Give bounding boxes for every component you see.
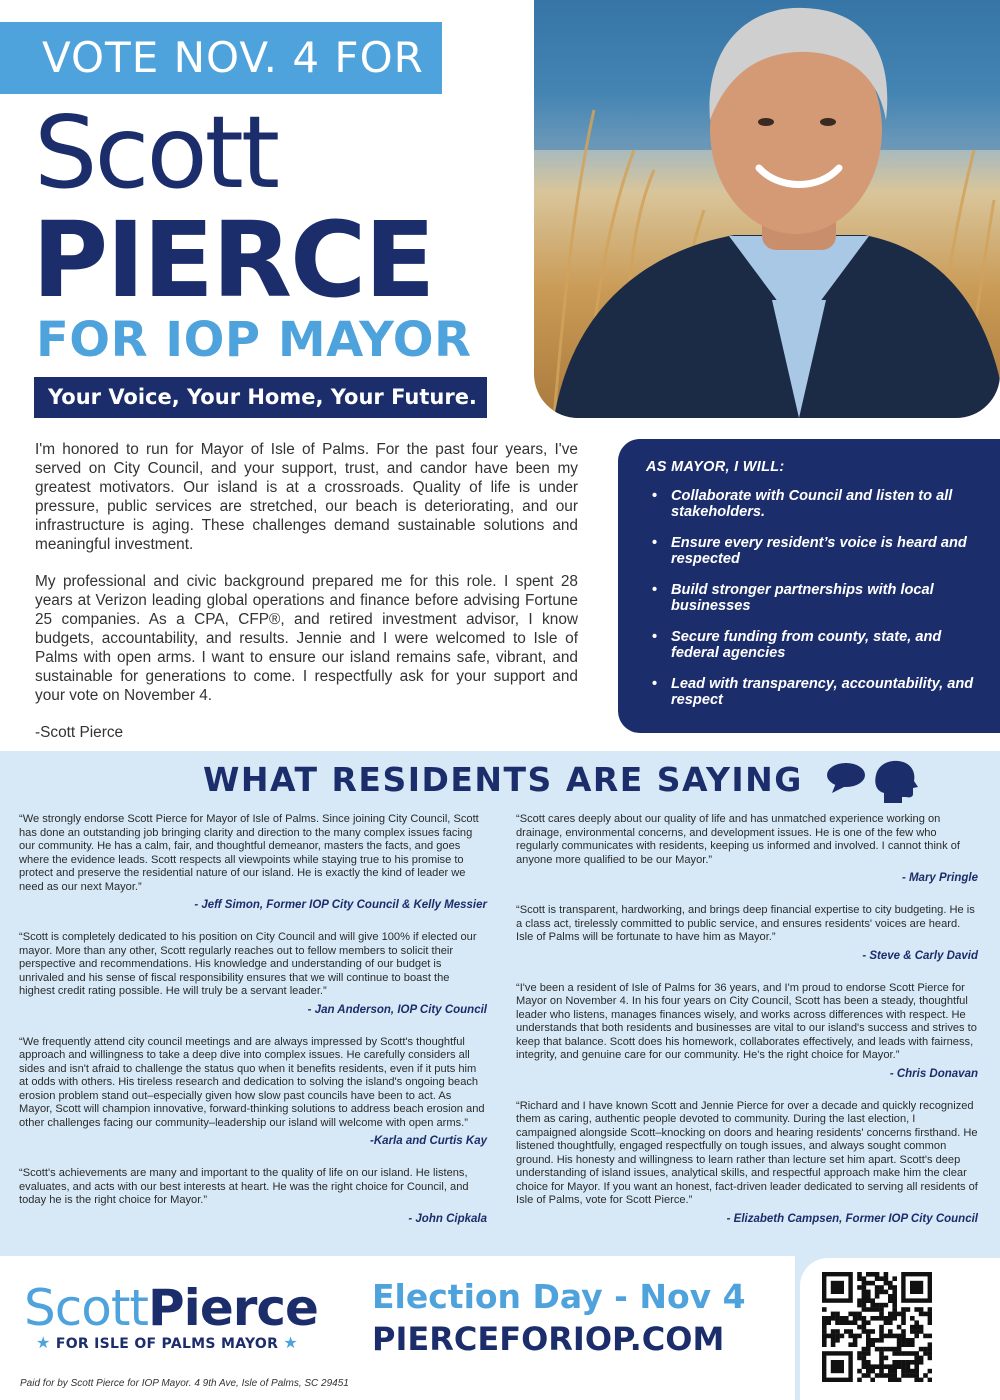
- testimonial-quote: “Scott is completely dedicated to his position on City Council and will give 100% if elected our mayor. More than any other, Scott regularly reaches out to fellow members to solicit their perspective and recommendations. His knowledge and understanding of our budget is unrivaled and his sense of fiscal responsibility ensures that we will continue to boast the highest credit rating possible. He will truly be a servant leader.”: [19, 931, 477, 997]
- letter-paragraph-2: My professional and civic background prepared me for this role. I spent 28 years at Verizon leading global operations and finance before advising Fortune 25 companies. As a CPA, CFP®, and retired investment advisor, I know budgets, accountability, and results. Jennie and I were welcomed to Isle of Palms with open arms. I want to ensure our island remains safe, vibrant, and sustainable for generations to come. I respectfully ask for your support and your vote on November 4.: [35, 573, 578, 704]
- testimonial-attribution: - Chris Donavan: [889, 1067, 978, 1080]
- pledges-list: [646, 488, 978, 708]
- mayor-pledges-box: [618, 439, 1000, 733]
- testimonial: [19, 813, 487, 911]
- pledges-heading: AS MAYOR, I WILL:: [646, 459, 785, 475]
- star-icon: ★: [36, 1333, 51, 1352]
- candidate-first-name: Scott: [34, 94, 278, 211]
- testimonial: [516, 1100, 978, 1225]
- election-day-text: Election Day - Nov 4: [372, 1277, 746, 1316]
- pledge-item: • Lead with transparency, accountability, and respect: [646, 676, 978, 708]
- letter-signature: -Scott Pierce: [35, 724, 124, 741]
- testimonials-left-column: [19, 813, 487, 1245]
- testimonial-attribution: - Jan Anderson, IOP City Council: [307, 1003, 487, 1016]
- testimonials-right-column: [516, 813, 978, 1245]
- footer-logo-last: Pierce: [148, 1279, 318, 1337]
- pledge-item: • Secure funding from county, state, and federal agencies: [646, 629, 978, 661]
- website-link[interactable]: PIERCEFORIOP.COM: [372, 1320, 725, 1358]
- testimonial: [516, 982, 978, 1080]
- testimonial-quote: “Scott cares deeply about our quality of life and has unmatched experience working on drainage, environmental concerns, and development issues. He is one of the few who regularly communicates with residents, keeping us informed and involved. I cannot think of anyone more qualified to be our Mayor.”: [516, 813, 960, 866]
- candidate-portrait-illustration: [534, 0, 1000, 418]
- testimonials-section: [0, 751, 1000, 1256]
- testimonial-quote: “I've been a resident of Isle of Palms for 36 years, and I'm proud to endorse Scott Pierce for Mayor on November 4. In his four years on City Council, Scott has been a steady, thoughtful leader who listens, manages finances wisely, and works across differences with respect. He understands that both residents and businesses are vital to our island's success and strives to keep that balance. Scott does his homework, collaborates effectively, and leads with fairness, integrity, and genuine care for our community. He's the right choice for Mayor.”: [516, 981, 977, 1061]
- intro-letter: [35, 440, 578, 760]
- testimonial: [19, 1036, 487, 1148]
- star-icon: ★: [283, 1333, 299, 1352]
- paid-for-disclaimer: Paid for by Scott Pierce for IOP Mayor. 4 9th Ave, Isle of Palms, SC 29451: [20, 1378, 349, 1389]
- footer-logo-subtitle: [36, 1333, 298, 1352]
- footer-logo-subtitle-text: FOR ISLE OF PALMS MAYOR: [55, 1336, 279, 1352]
- testimonial-quote: “Scott's achievements are many and important to the quality of life on our island. He listens, evaluates, and acts with our best interests at heart. He was the right choice for Council, and today he is the right choice for Mayor.”: [19, 1167, 469, 1206]
- testimonials-heading: WHAT RESIDENTS ARE SAYING: [203, 760, 803, 799]
- testimonial-quote: “We strongly endorse Scott Pierce for Mayor of Isle of Palms. Since joining City Council, Scott has done an outstanding job bringing clarity and direction to the many complex issues facing our community. He has a calm, fair, and thoughtful demeanor, masters the facts, and goes where the evidence leads. Scott respects all viewpoints while staying true to his promise to protect and preserve the residential nature of our island. He is exactly the kind of leader we need as our next Mayor.”: [19, 813, 479, 893]
- vote-date-banner: VOTE NOV. 4 FOR: [0, 22, 442, 94]
- testimonial: [516, 813, 978, 884]
- testimonial-quote: “Scott is transparent, hardworking, and brings deep financial expertise to city budgeting. He is a class act, tirelessly committed to public service, and ensures residents' voices are heard. Isle of Palms will be fortunate to have him as Mayor.”: [516, 904, 975, 943]
- footer-logo: [24, 1279, 318, 1337]
- testimonial: [19, 931, 487, 1016]
- testimonial-attribution: -Karla and Curtis Kay: [370, 1135, 487, 1147]
- pledge-item: • Ensure every resident’s voice is heard and respected: [646, 535, 978, 567]
- office-title: FOR IOP MAYOR: [36, 312, 472, 368]
- testimonial-attribution: - Mary Pringle: [901, 872, 978, 884]
- testimonial: [19, 1167, 487, 1225]
- pledge-item: • Build stronger partnerships with local businesses: [646, 582, 978, 614]
- testimonial-quote: “Richard and I have known Scott and Jennie Pierce for over a decade and quickly recognized them as caring, authentic people devoted to community. During the last election, I campaigned alongside Scott–knocking on doors and hearing residents' concerns firsthand. He listened thoughtfully, engaged respectfully on tough issues, and always sought common ground. His honesty and willingness to learn rather than lecture set him apart. Scott's deep understanding of island issues, analytical skills, and respectful approach make him the clear choice for Mayor. If you want an honest, fact-driven leader dedicated to serving all residents of Isle of Palms, vote for Scott Pierce.”: [516, 1099, 978, 1206]
- candidate-photo: [534, 0, 1000, 418]
- pledge-item: • Collaborate with Council and listen to all stakeholders.: [646, 488, 978, 520]
- tagline-banner: Your Voice, Your Home, Your Future.: [34, 377, 487, 418]
- testimonial: [516, 904, 978, 962]
- footer-logo-first: Scott: [24, 1279, 149, 1337]
- testimonial-quote: “We frequently attend city council meetings and are always impressed by Scott's thoughtful approach and willingness to take a deep dive into complex issues. He carefully considers all sides and isn't afraid to challenge the status quo when it benefits residents, even if it puts him at odds with others. His tireless research and dedication to solving the island's ongoing beach erosion problem stand out–especially given how slow past councils have been to act. As Mayor, Scott will champion innovative, forward-thinking solutions to address beach erosion and other challenges facing our community–leadership our island will welcome with open arms.”: [19, 1035, 485, 1129]
- testimonial-attribution: - Jeff Simon, Former IOP City Council & Kelly Messier: [194, 899, 487, 911]
- testimonial-attribution: - Elizabeth Campsen, Former IOP City Council: [726, 1212, 978, 1225]
- qr-code[interactable]: [822, 1272, 932, 1382]
- letter-paragraph-1: I'm honored to run for Mayor of Isle of Palms. For the past four years, I've served on City Council, and your support, trust, and candor have been my greatest motivators. Our island is at a crossroads. Quality of life is under pressure, public services are stretched, our beach is deteriorating, and our infrastructure is aging. These challenges demand sustainable solutions and meaningful investment.: [35, 441, 578, 553]
- candidate-last-name: PIERCE: [32, 199, 434, 321]
- testimonial-attribution: - Steve & Carly David: [862, 949, 978, 962]
- speaking-head-icon: [875, 761, 918, 803]
- speech-bubble-icon: [826, 757, 918, 807]
- testimonial-attribution: - John Cipkala: [408, 1212, 487, 1225]
